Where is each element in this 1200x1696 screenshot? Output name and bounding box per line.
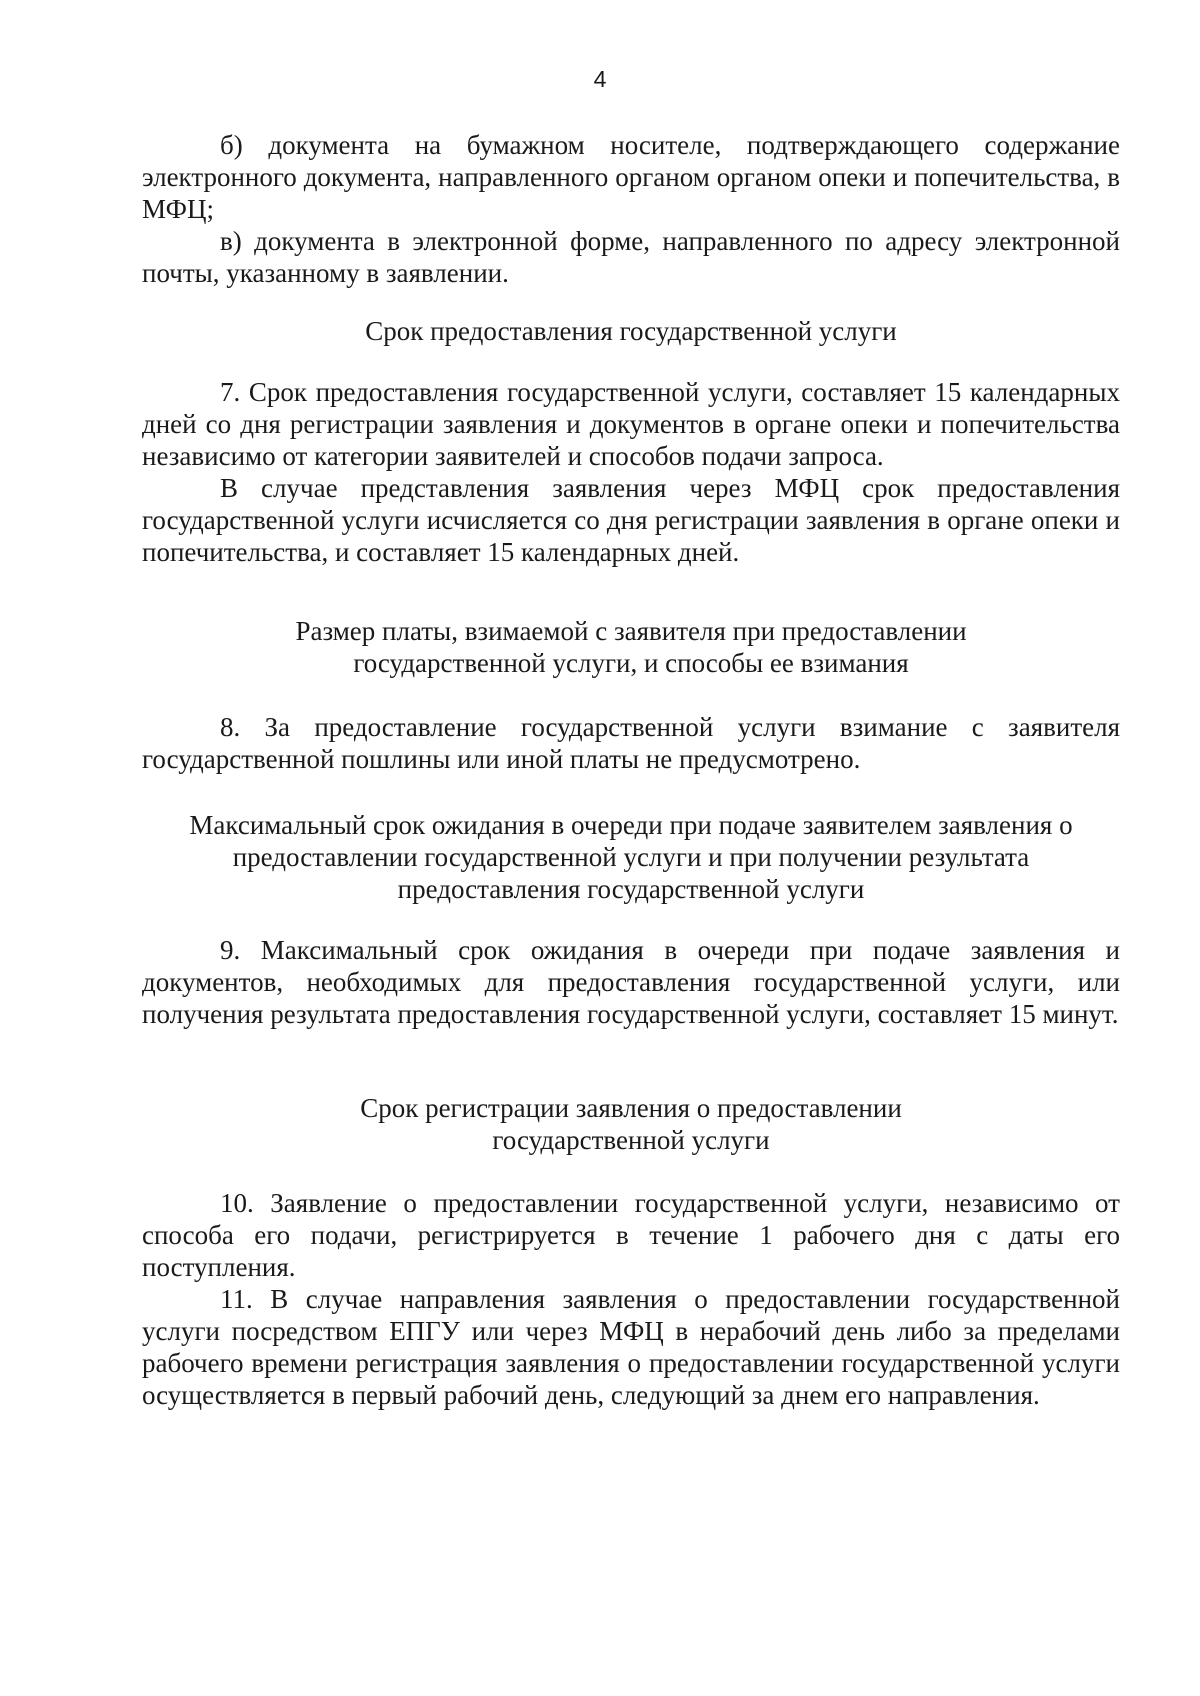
paragraph-11: 11. В случае направления заявления о предоставлении государственной услуги посредством ЕПГУ или через МФЦ в нерабочий день либо за пределами рабочего времени регистрация заявления о предоставлении государственной услуги осуществляется в первый рабочий день, следующий за днем его направления. bbox=[142, 1284, 1120, 1410]
section-heading-registration-line1: Срок регистрации заявления о предоставлении bbox=[360, 1093, 902, 1123]
section-heading-registration-line2: государственной услуги bbox=[492, 1125, 770, 1155]
section-heading-queue-line3: предоставления государственной услуги bbox=[397, 874, 865, 904]
paragraph-7: 7. Срок предоставления государственной услуги, составляет 15 календарных дней со дня регистрации заявления и документов в органе опеки и попечительства независимо от категории заявителей и способов подачи запроса. bbox=[142, 377, 1120, 471]
section-registration-body bbox=[142, 1187, 1120, 1411]
section-term-heading-block bbox=[142, 315, 1120, 347]
section-heading-registration bbox=[142, 1092, 1120, 1156]
section-queue-body bbox=[142, 934, 1120, 1030]
section-heading-fee bbox=[142, 615, 1120, 679]
result-delivery-options bbox=[142, 129, 1120, 289]
section-term-body bbox=[142, 376, 1120, 568]
section-fee-heading-block bbox=[142, 615, 1120, 679]
section-queue-heading-block bbox=[142, 809, 1120, 905]
page-number: 4 bbox=[593, 66, 607, 92]
section-heading-fee-line1: Размер платы, взимаемой с заявителя при предоставлении bbox=[295, 616, 967, 646]
paragraph-7-mfc: В случае представления заявления через МФЦ срок предоставления государственной услуги исчисляется со дня регистрации заявления в органе опеки и попечительства, и составляет 15 календарных дней. bbox=[142, 473, 1120, 567]
section-heading-queue-line2: предоставлении государственной услуги и при получении результата bbox=[232, 842, 1030, 872]
section-heading-queue-line1: Максимальный срок ожидания в очереди при подаче заявителем заявления о bbox=[189, 810, 1073, 840]
section-heading-queue bbox=[142, 809, 1120, 905]
paragraph-v: в) документа в электронной форме, направленного по адресу электронной почты, указанному в заявлении. bbox=[142, 226, 1120, 288]
paragraph-8: 8. За предоставление государственной услуги взимание с заявителя государственной пошлины или иной платы не предусмотрено. bbox=[142, 712, 1120, 774]
paragraph-9: 9. Максимальный срок ожидания в очереди при подаче заявления и документов, необходимых для предоставления государственной услуги, или получения результата предоставления государственной услуги, составляет 15 минут. bbox=[142, 935, 1120, 1029]
section-fee-body bbox=[142, 711, 1120, 775]
paragraph-10: 10. Заявление о предоставлении государственной услуги, независимо от способа его подачи, регистрируется в течение 1 рабочего дня с даты его поступления. bbox=[142, 1188, 1120, 1282]
section-heading-fee-line2: государственной услуги, и способы ее взимания bbox=[353, 648, 909, 678]
paragraph-b: б) документа на бумажном носителе, подтверждающего содержание электронного документа, направленного органом органом опеки и попечительства, в МФЦ; bbox=[142, 130, 1120, 224]
section-heading-term: Срок предоставления государственной услуги bbox=[365, 316, 897, 346]
section-registration-heading-block bbox=[142, 1092, 1120, 1156]
